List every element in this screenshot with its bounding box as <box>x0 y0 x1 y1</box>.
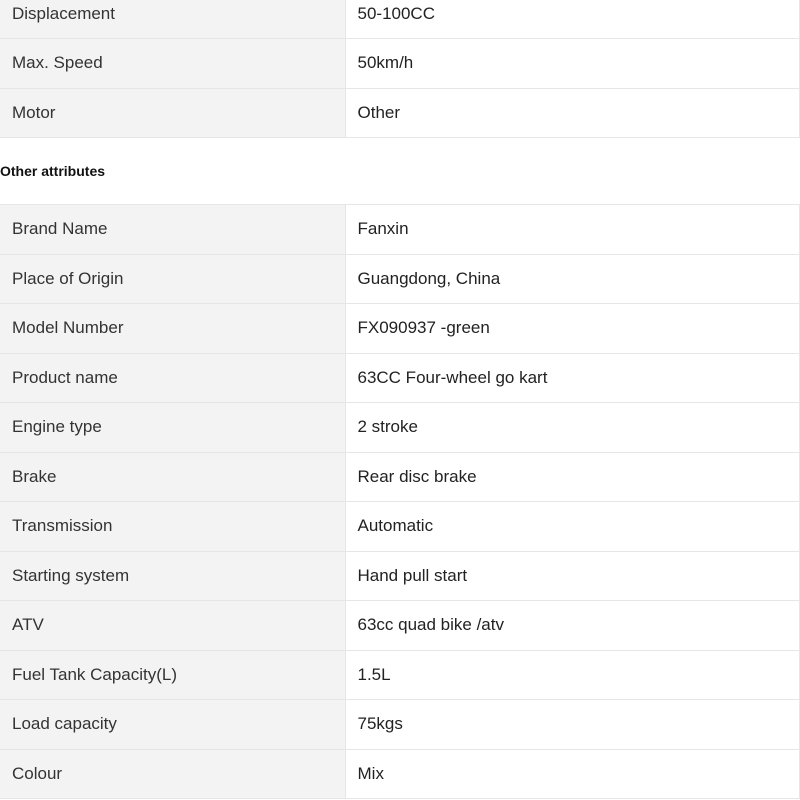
attr-key-engine-type: Engine type <box>0 403 345 453</box>
table-row <box>0 700 800 750</box>
table-row <box>0 452 800 502</box>
attr-value-load-capacity: 75kgs <box>345 700 800 750</box>
other-attributes-heading: Other attributes <box>0 163 106 179</box>
attr-key-transmission: Transmission <box>0 502 345 552</box>
attr-value-atv: 63cc quad bike /atv <box>345 601 800 651</box>
attr-key-fuel-tank-capacity: Fuel Tank Capacity(L) <box>0 650 345 700</box>
main-attributes-table <box>0 0 800 138</box>
attr-value-motor: Other <box>345 88 800 138</box>
attr-value-max-speed: 50km/h <box>345 39 800 89</box>
attr-key-brand-name: Brand Name <box>0 205 345 255</box>
attr-key-product-name: Product name <box>0 353 345 403</box>
attr-value-starting-system: Hand pull start <box>345 551 800 601</box>
attr-value-brand-name: Fanxin <box>345 205 800 255</box>
table-row <box>0 88 800 138</box>
table-row <box>0 0 800 39</box>
attr-key-brake: Brake <box>0 452 345 502</box>
attr-key-displacement: Displacement <box>0 0 345 39</box>
table-row <box>0 39 800 89</box>
attr-value-place-of-origin: Guangdong, China <box>345 254 800 304</box>
table-row <box>0 403 800 453</box>
attr-key-colour: Colour <box>0 749 345 799</box>
attr-value-model-number: FX090937 -green <box>345 304 800 354</box>
attr-key-motor: Motor <box>0 88 345 138</box>
table-row <box>0 502 800 552</box>
attr-key-place-of-origin: Place of Origin <box>0 254 345 304</box>
attr-value-fuel-tank-capacity: 1.5L <box>345 650 800 700</box>
attr-key-max-speed: Max. Speed <box>0 39 345 89</box>
attr-key-starting-system: Starting system <box>0 551 345 601</box>
table-row <box>0 551 800 601</box>
attr-value-engine-type: 2 stroke <box>345 403 800 453</box>
attr-value-product-name: 63CC Four-wheel go kart <box>345 353 800 403</box>
attr-value-displacement: 50-100CC <box>345 0 800 39</box>
other-attributes-table <box>0 204 800 799</box>
attr-key-atv: ATV <box>0 601 345 651</box>
table-row <box>0 749 800 799</box>
attr-key-load-capacity: Load capacity <box>0 700 345 750</box>
attr-value-transmission: Automatic <box>345 502 800 552</box>
table-row <box>0 205 800 255</box>
table-row <box>0 650 800 700</box>
attr-value-brake: Rear disc brake <box>345 452 800 502</box>
attr-value-colour: Mix <box>345 749 800 799</box>
table-row <box>0 601 800 651</box>
table-row <box>0 254 800 304</box>
table-row <box>0 353 800 403</box>
attr-key-model-number: Model Number <box>0 304 345 354</box>
table-row <box>0 304 800 354</box>
